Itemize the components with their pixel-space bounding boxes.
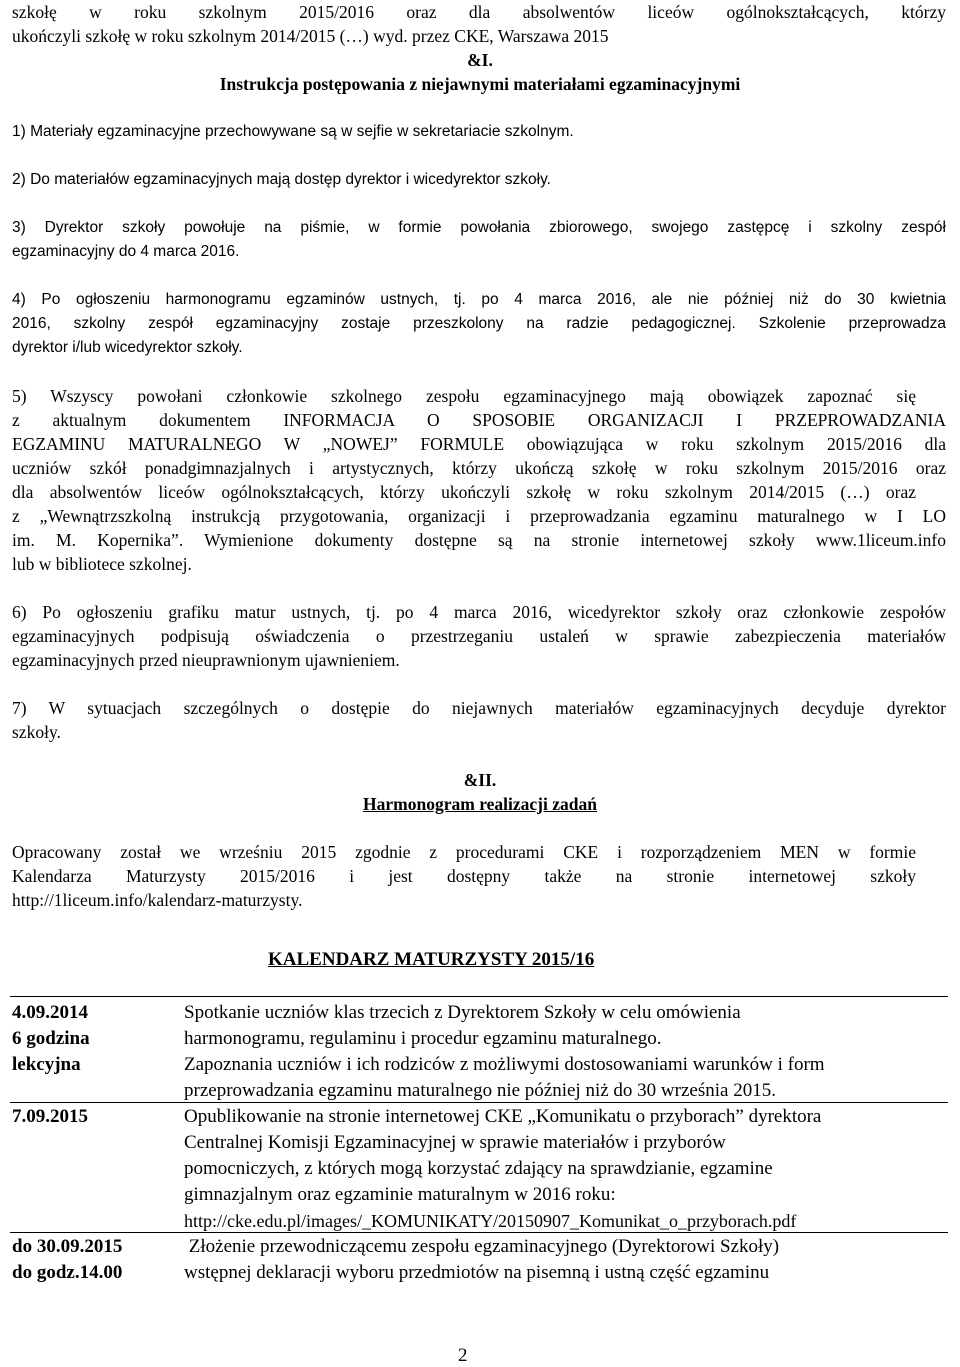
- table-desc: wstępnej deklaracji wyboru przedmiotów na pisemną i ustną część egzaminu: [184, 1262, 770, 1283]
- list-item-continued: z „Wewnątrzszkolną instrukcją przygotowania, organizacji i przeprowadzania egzaminu maturalnego w I LO: [12, 506, 946, 526]
- list-item-continued: egzaminacyjnych podpisują oświadczenia o przestrzeganiu ustaleń w sprawie zabezpieczenia materiałów: [12, 626, 946, 646]
- section-title-text: Harmonogram realizacji zadań: [363, 794, 597, 814]
- table-desc: przeprowadzania egzaminu maturalnego nie później niż do 30 września 2015.: [184, 1080, 776, 1101]
- table-date: do godz.14.00: [12, 1262, 123, 1283]
- list-item: 7) W sytuacjach szczególnych o dostępie do niejawnych materiałów egzaminacyjnych decyduje dyrektor: [12, 698, 946, 718]
- intro-line: ukończyli szkołę w roku szkolnym 2014/2015 (…) wyd. przez CKE, Warszawa 2015: [12, 26, 609, 46]
- table-date: 4.09.2014: [12, 1002, 88, 1023]
- table-date: 7.09.2015: [12, 1106, 88, 1127]
- list-item: 1) Materiały egzaminacyjne przechowywane są w sejfie w sekretariacie szkolnym.: [12, 123, 574, 140]
- table-desc: gimnazjalnym oraz egzaminie maturalnym w 2016 roku:: [184, 1184, 616, 1205]
- table-desc: Zapoznania uczniów i ich rodziców z możliwymi dostosowaniami warunków i form: [184, 1054, 825, 1075]
- section-title: [0, 792, 960, 816]
- table-desc: pomocniczych, z których mogą korzystać zdający na sprawdzianie, egzamine: [184, 1158, 773, 1179]
- table-desc: Centralnej Komisji Egzaminacyjnej w sprawie materiałów i przyborów: [184, 1132, 726, 1153]
- paragraph-line: Kalendarza Maturzysty 2015/2016 i jest dostępny także na stronie internetowej szkoły: [12, 866, 916, 886]
- section-number: &II.: [463, 770, 497, 790]
- list-item-continued: z aktualnym dokumentem INFORMACJA O SPOSOBIE ORGANIZACJI I PRZEPROWADZANIA: [12, 410, 946, 430]
- table-desc: Spotkanie uczniów klas trzecich z Dyrektorem Szkoły w celu omówienia: [184, 1002, 741, 1023]
- list-item-continued: lub w bibliotece szkolnej.: [12, 554, 192, 574]
- section-title: Instrukcja postępowania z niejawnymi materiałami egzaminacyjnymi: [219, 74, 741, 94]
- list-item-continued: dyrektor i/lub wicedyrektor szkoły.: [12, 339, 243, 356]
- paragraph-line: http://1liceum.info/kalendarz-maturzysty.: [12, 890, 303, 910]
- calendar-title: [268, 947, 594, 973]
- list-item: 2) Do materiałów egzaminacyjnych mają dostęp dyrektor i wicedyrektor szkoły.: [12, 171, 551, 188]
- list-item-continued: EGZAMINU MATURALNEGO W „NOWEJ” FORMULE obowiązująca w roku szkolnym 2015/2016 dla: [12, 434, 946, 454]
- intro-line: szkołę w roku szkolnym 2015/2016 oraz dla absolwentów liceów ogólnokształcących, którzy: [12, 2, 946, 22]
- list-item: 4) Po ogłoszeniu harmonogramu egzaminów ustnych, tj. po 4 marca 2016, ale nie później niż do 30 kwietnia: [12, 291, 946, 308]
- list-item-continued: uczniów szkół ponadgimnazjalnych i artystycznych, którzy ukończą szkołę w roku szkolnym 2015/2016 oraz: [12, 458, 946, 478]
- table-desc: Złożenie przewodniczącemu zespołu egzaminacyjnego (Dyrektorowi Szkoły): [184, 1236, 780, 1257]
- list-item: 3) Dyrektor szkoły powołuje na piśmie, w formie powołania zbiorowego, swojego zastępcę i szkolny zespół: [12, 219, 946, 236]
- table-desc: harmonogramu, regulaminu i procedur egzaminu maturalnego.: [184, 1028, 662, 1049]
- table-date: do 30.09.2015: [12, 1236, 123, 1257]
- list-item-continued: 2016, szkolny zespół egzaminacyjny zostaje przeszkolony na radzie pedagogicznej. Szkolenie przeprowadza: [12, 315, 946, 332]
- table-top-border: [10, 996, 948, 997]
- list-item-continued: dla absolwentów liceów ogólnokształcących, którzy ukończyli szkołę w roku szkolnym 2014/2015 (…) oraz: [12, 482, 916, 502]
- table-desc: Opublikowanie na stronie internetowej CKE „Komunikatu o przyborach” dyrektora: [184, 1106, 822, 1127]
- table-date: lekcyjna: [12, 1054, 81, 1075]
- list-item-continued: egzaminacyjny do 4 marca 2016.: [12, 243, 240, 260]
- section-number: &I.: [467, 50, 493, 70]
- paragraph-line: Opracowany został we wrześniu 2015 zgodnie z procedurami CKE i rozporządzeniem MEN w formie: [12, 842, 916, 862]
- list-item-continued: im. M. Kopernika”. Wymienione dokumenty dostępne są na stronie internetowej szkoły www.1liceum.info: [12, 530, 946, 550]
- list-item-continued: szkoły.: [12, 722, 61, 742]
- list-item: 5) Wszyscy powołani członkowie szkolnego zespołu egzaminacyjnego mają obowiązek zapoznać się: [12, 386, 916, 406]
- table-link[interactable]: http://cke.edu.pl/images/_KOMUNIKATY/20150907_Komunikat_o_przyborach.pdf: [184, 1211, 797, 1231]
- calendar-title-text: KALENDARZ MATURZYSTY 2015/16: [268, 949, 595, 970]
- list-item: 6) Po ogłoszeniu grafiku matur ustnych, tj. po 4 marca 2016, wicedyrektor szkoły oraz członkowie zespołów: [12, 602, 946, 622]
- list-item-continued: egzaminacyjnych przed nieuprawnionym ujawnieniem.: [12, 650, 400, 670]
- page-number: 2: [458, 1345, 468, 1366]
- table-date: 6 godzina: [12, 1028, 90, 1049]
